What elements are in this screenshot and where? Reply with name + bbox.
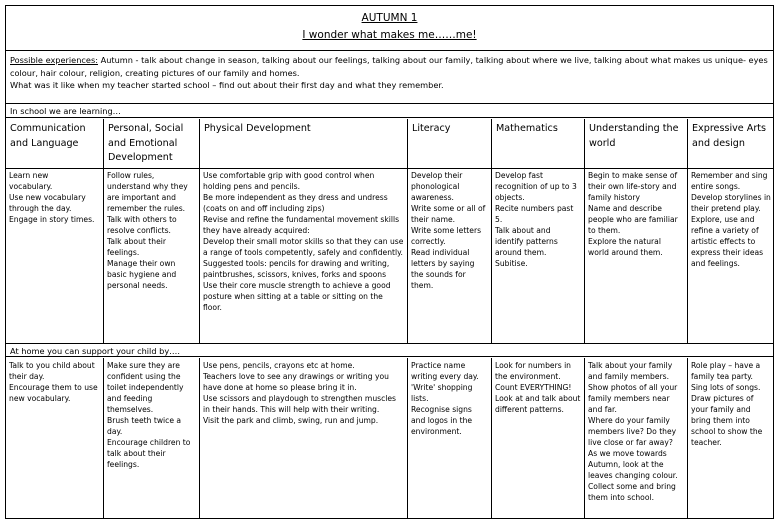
school-psed: Follow rules, understand why they are important and remember the rules. Talk with others to resolve conflicts. Talk about their feelings. Manage their own basic hygiene and personal needs. — [104, 168, 200, 343]
header-literacy: Literacy — [408, 119, 492, 168]
title-block — [6, 6, 773, 51]
header-understanding: Understanding the world — [585, 119, 688, 168]
school-expressive-arts: Remember and sing entire songs. Develop storylines in their pretend play. Explore, use and refine a variety of artistic effects to express their ideas and feelings. — [691, 171, 771, 268]
experiences-label: Possible experiences: — [10, 55, 98, 65]
school-section-label: In school we are learning… — [6, 105, 773, 118]
school-physical: Use comfortable grip with good control when holding pens and pencils. Be more independent as they dress and undress (coats on and off including zips) Revise and refine the fundamental movement skills they have already acquired: Develop their small motor skills so that they can use a range of tools competently, safely and confidently. Suggested tools: pencils for drawing and writing, paintbrushes, scissors, knives, forks and spoons Use their core muscle strength to achieve a good posture when sitting at a table or sitting on the floor. — [200, 168, 408, 343]
header-physical: Physical Development — [200, 119, 408, 168]
page-subtitle: I wonder what makes me……me! — [302, 29, 477, 41]
home-row — [6, 358, 773, 518]
header-mathematics: Mathematics — [492, 119, 585, 168]
home-understanding: Talk about your family and family members. Show photos of all your family members near and far. Where do your family members live? Do they live close or far away? As we move towards Autumn, look at the leaves changing colour. Collect some and bring them into school. — [585, 358, 688, 518]
school-row — [6, 168, 773, 343]
home-mathematics: Look for numbers in the environment. Count EVERYTHING! Look at and talk about different patterns. — [492, 358, 585, 518]
home-expressive-arts: Role play – have a family tea party. Sing lots of songs. Draw pictures of your family and bring them into school to show the teacher. — [691, 361, 763, 447]
home-physical: Use pens, pencils, crayons etc at home. Teachers love to see any drawings or writing you have done at home so please bring it in. Use scissors and playdough to strengthen muscles in their hands. This will help with their writing. Visit the park and climb, swing, run and jump. — [200, 358, 408, 518]
header-row — [6, 119, 773, 169]
header-psed: Personal, Social and Emotional Development — [104, 119, 200, 168]
header-communication: Communication and Language — [6, 119, 104, 168]
header-expressive-arts: Expressive Arts and design — [692, 123, 767, 149]
home-section-label: At home you can support your child by…. — [6, 343, 773, 357]
school-literacy: Develop their phonological awareness. Write some or all of their name. Write some letters correctly. Read individual letters by saying the sounds for them. — [408, 168, 492, 343]
home-literacy: Practice name writing every day. 'Write' shopping lists. Recognise signs and logos in the environment. — [408, 358, 492, 518]
school-communication: Learn new vocabulary. Use new vocabulary through the day. Engage in story times. — [6, 168, 104, 343]
home-psed: Make sure they are confident using the toilet independently and feeding themselves. Brush teeth twice a day. Encourage children to talk about their feelings. — [104, 358, 200, 518]
planning-sheet — [5, 5, 774, 519]
school-mathematics: Develop fast recognition of up to 3 objects. Recite numbers past 5. Talk about and identify patterns around them. Subitise. — [492, 168, 585, 343]
school-understanding: Begin to make sense of their own life-story and family history Name and describe people who are familiar to them. Explore the natural world around them. — [585, 168, 688, 343]
experiences-line2: What was it like when my teacher started school – find out about their first day and what they remember. — [10, 80, 444, 90]
home-communication: Talk to you child about their day. Encourage them to use new vocabulary. — [6, 358, 104, 518]
page-title: AUTUMN 1 — [361, 12, 418, 24]
experiences-text: Autumn - talk about change in season, talking about our feelings, talking about our family, talking about where we live, talking about what makes us unique- eyes colour, hair colour, religion, creating pictures of our family and homes. — [10, 55, 768, 78]
possible-experiences — [6, 51, 773, 104]
